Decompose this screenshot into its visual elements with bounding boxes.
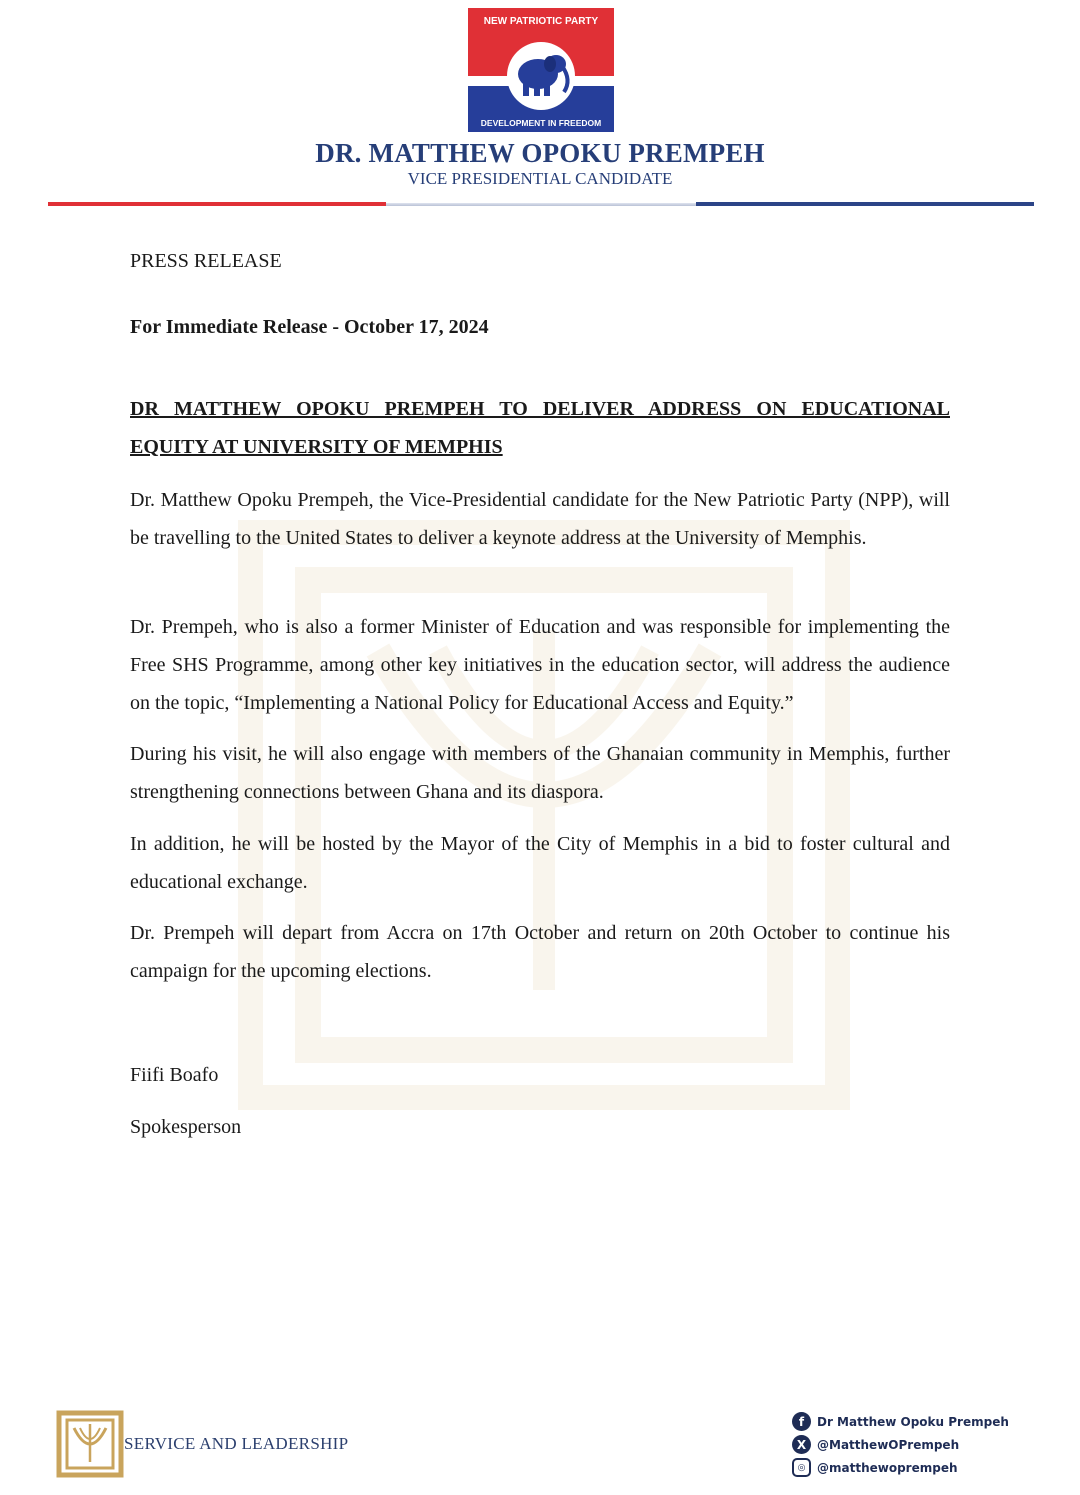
candidate-name: DR. MATTHEW OPOKU PREMPEH (315, 138, 765, 168)
press-headline: DR MATTHEW OPOKU PREMPEH TO DELIVER ADDRESS ON EDUCATIONAL EQUITY AT UNIVERSITY OF MEMPHIS (130, 398, 950, 458)
candidate-role: VICE PRESIDENTIAL CANDIDATE (407, 169, 673, 188)
header-rule-silver (386, 203, 696, 206)
body-paragraph: Dr. Prempeh, who is also a former Minister of Education and was responsible for implementing the Free SHS Programme, among other key initiatives in the education sector, will address the audience on the topic, “Implementing a National Policy for Educational Access and Equity.” (130, 616, 950, 714)
social-links (792, 1410, 1009, 1479)
social-x[interactable] (792, 1433, 1009, 1456)
x-icon: X (792, 1435, 811, 1454)
footer-slogan: SERVICE AND LEADERSHIP (124, 1434, 349, 1453)
body-paragraph: Dr. Matthew Opoku Prempeh, the Vice-Presidential candidate for the New Patriotic Party (NPP), will be travelling to the United States to deliver a keynote address at the University of Memphis. (130, 489, 950, 549)
signatory-title: Spokesperson (130, 1116, 242, 1138)
header-rule-red (48, 202, 386, 206)
instagram-handle: @matthewoprempeh (817, 1460, 958, 1475)
social-facebook[interactable] (792, 1410, 1009, 1433)
logo-top-text: NEW PATRIOTIC PARTY (483, 16, 599, 27)
press-release-label: PRESS RELEASE (130, 250, 282, 272)
instagram-icon: ◎ (792, 1458, 811, 1477)
logo-motto: DEVELOPMENT IN FREEDOM (480, 118, 602, 128)
signatory-name: Fiifi Boafo (130, 1064, 219, 1086)
body-paragraph: Dr. Prempeh will depart from Accra on 17th October and return on 20th October to continue his campaign for the upcoming elections. (130, 922, 950, 982)
service-leadership-emblem-icon (56, 1410, 124, 1478)
x-handle: @MatthewOPrempeh (817, 1437, 960, 1452)
facebook-icon: f (792, 1412, 811, 1431)
release-date-line: For Immediate Release - October 17, 2024 (130, 316, 489, 338)
social-instagram[interactable] (792, 1456, 1009, 1479)
header-rule-blue (696, 202, 1034, 206)
npp-logo (468, 8, 614, 132)
body-paragraph: During his visit, he will also engage with members of the Ghanaian community in Memphis, further strengthening connections between Ghana and its diaspora. (130, 743, 950, 803)
facebook-handle: Dr Matthew Opoku Prempeh (817, 1414, 1009, 1429)
body-paragraph: In addition, he will be hosted by the Mayor of the City of Memphis in a bid to foster cultural and educational exchange. (130, 833, 950, 893)
